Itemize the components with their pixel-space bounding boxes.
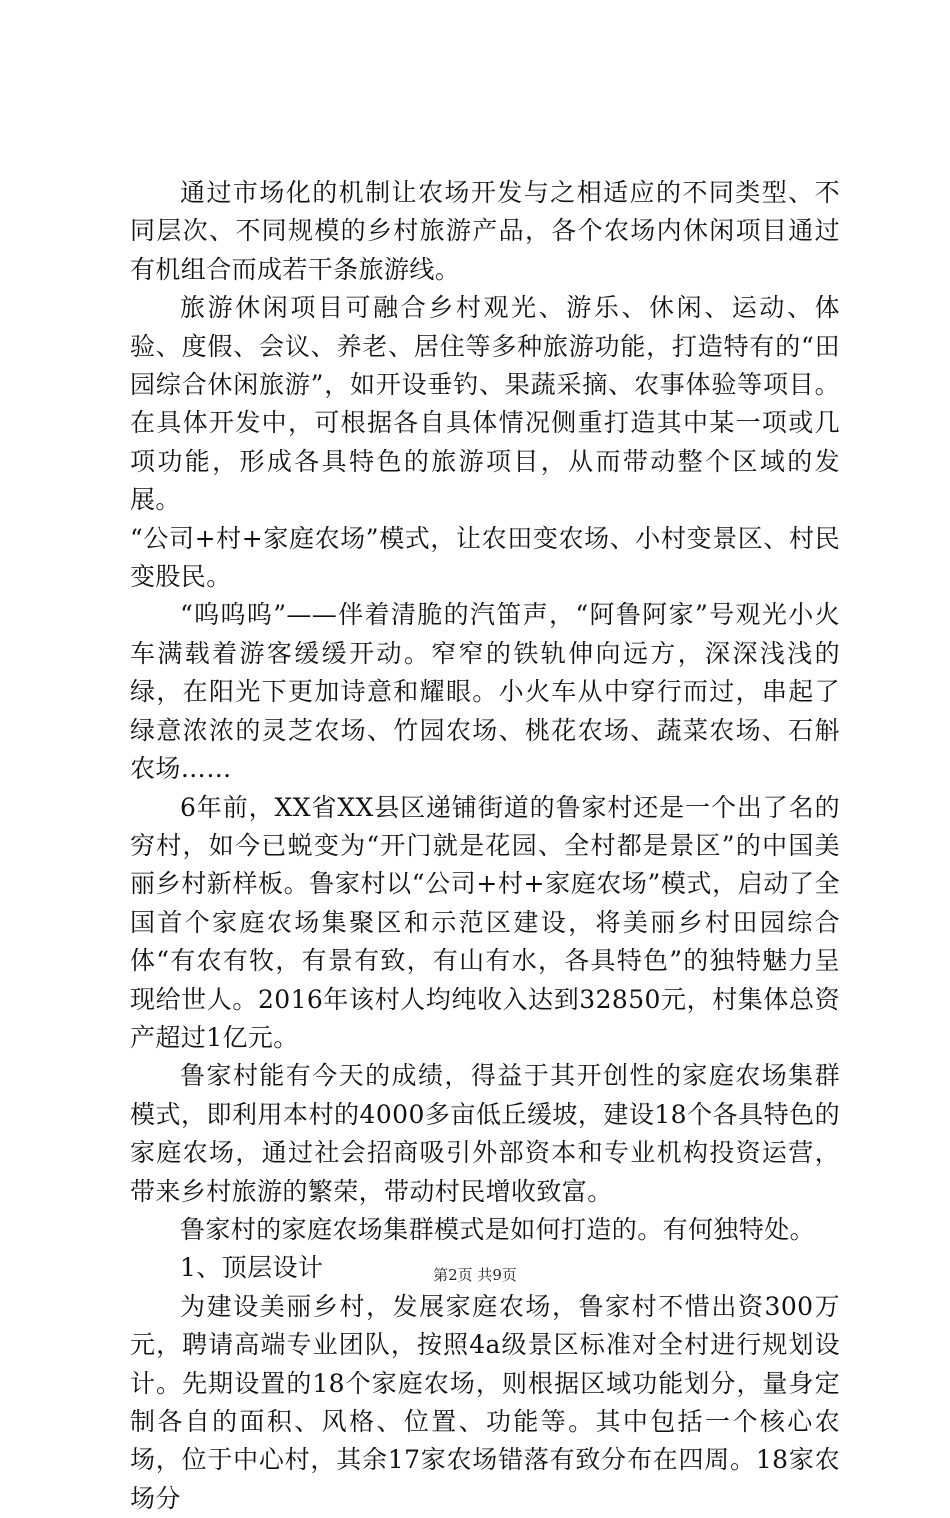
paragraph: “公司+村+家庭农场”模式，让农田变农场、小村变景区、村民变股民。 xyxy=(130,523,840,592)
paragraph: 鲁家村的家庭农场集群模式是如何打造的。有何独特处。 xyxy=(180,1214,816,1244)
paragraph: 为建设美丽乡村，发展家庭农场，鲁家村不惜出资300万元，聘请高端专业团队，按照4a级景区标准对全村进行规划设计。先期设置的18个家庭农场，则根据区域功能划分，量身定制各自的面积、风格、位置、功能等。其中包括一个核心农场，位于中心村，其余17家农场错落有致分布在四周。18家农场分 xyxy=(130,1291,840,1513)
paragraph: 旅游休闲项目可融合乡村观光、游乐、休闲、运动、体验、度假、会议、养老、居住等多种旅游功能，打造特有的“田园综合休闲旅游”，如开设垂钓、果蔬采摘、农事体验等项目。在具体开发中，可根据各自具体情况侧重打造其中某一项或几项功能，形成各具特色的旅游项目，从而带动整个区域的发展。 xyxy=(130,293,840,515)
page-number-footer: 第2页 共9页 xyxy=(433,1266,517,1284)
document-body xyxy=(130,174,840,1518)
paragraph: “呜呜呜”——伴着清脆的汽笛声，“阿鲁阿家”号观光小火车满载着游客缓缓开动。窄窄的铁轨伸向远方，深深浅浅的绿，在阳光下更加诗意和耀眼。小火车从中穿行而过，串起了绿意浓浓的灵芝农场、竹园农场、桃花农场、蔬菜农场、石斛农场…… xyxy=(130,600,840,784)
paragraph: 通过市场化的机制让农场开发与之相适应的不同类型、不同层次、不同规模的乡村旅游产品，各个农场内休闲项目通过有机组合而成若干条旅游线。 xyxy=(130,178,840,284)
section-heading: 1、顶层设计 xyxy=(180,1253,324,1283)
paragraph: 6年前，XX省XX县区递铺街道的鲁家村还是一个出了名的穷村，如今已蜕变为“开门就是花园、全村都是景区”的中国美丽乡村新样板。鲁家村以“公司+村+家庭农场”模式，启动了全国首个家庭农场集聚区和示范区建设，将美丽乡村田园综合体“有农有牧，有景有致，有山有水，各具特色”的独特魅力呈现给世人。2016年该村人均纯收入达到32850元，村集体总资产超过1亿元。 xyxy=(130,792,840,1052)
paragraph: 鲁家村能有今天的成绩，得益于其开创性的家庭农场集群模式，即利用本村的4000多亩低丘缓坡，建设18个各具特色的家庭农场，通过社会招商吸引外部资本和专业机构投资运营，带来乡村旅游的繁荣，带动村民增收致富。 xyxy=(130,1061,840,1206)
